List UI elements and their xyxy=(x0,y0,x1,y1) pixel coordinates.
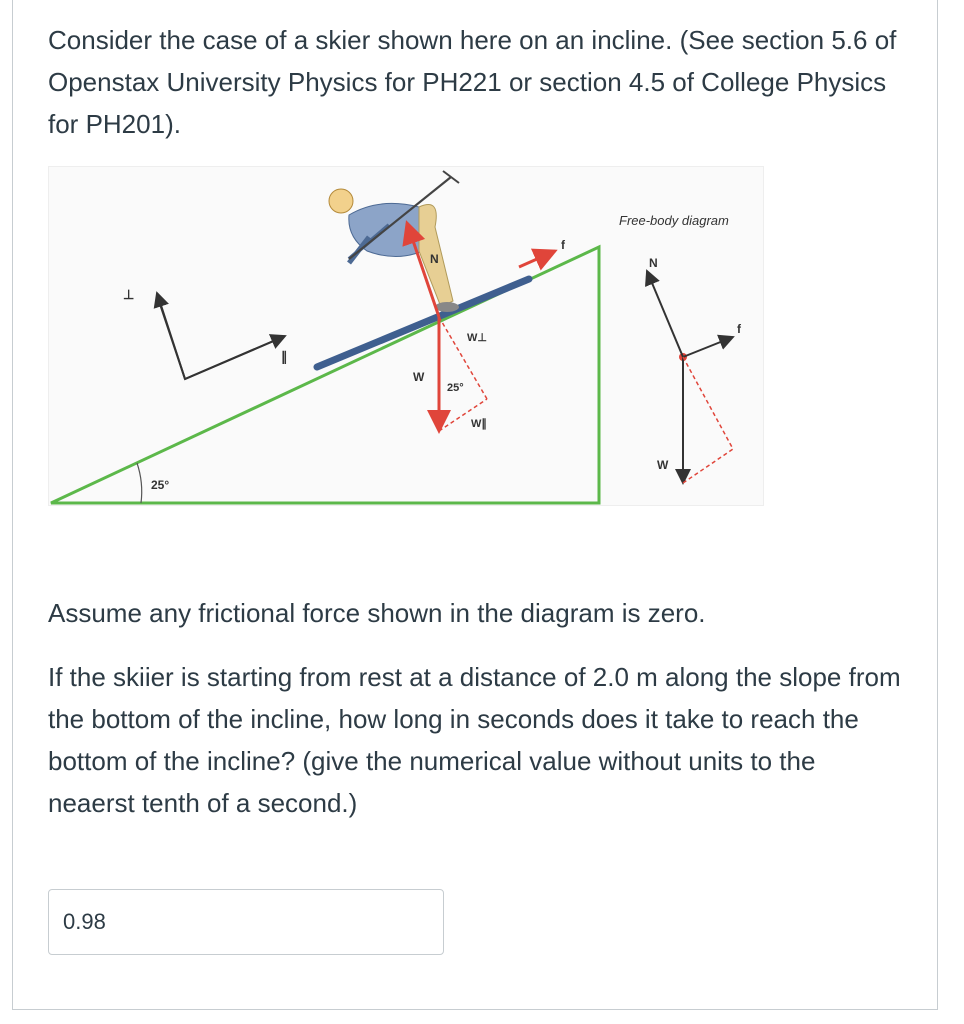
w-par-label: W∥ xyxy=(471,418,487,430)
fbd-normal-label: N xyxy=(649,256,658,270)
fbd-friction-arrow xyxy=(683,337,733,357)
friction-arrow xyxy=(519,251,555,267)
normal-label: N xyxy=(430,252,439,266)
fbd-title: Free-body diagram xyxy=(619,213,729,228)
perp-axis-label: ⊥ xyxy=(123,287,135,302)
skier-incline-figure xyxy=(48,166,764,506)
diagram-svg xyxy=(49,167,765,507)
axes-lines xyxy=(157,295,283,379)
question-intro: Consider the case of a skier shown here on an incline. (See section 5.6 of Openstax University Physics for PH221 or section 4.5 of College Physics for PH201). xyxy=(48,25,897,139)
assumption-text: Assume any frictional force shown in the diagram is zero. xyxy=(48,598,706,628)
incline-angle-arc xyxy=(137,463,142,503)
skier-illustration xyxy=(329,171,459,312)
fbd-friction-label: f xyxy=(737,322,741,336)
w-perp-label: W⊥ xyxy=(467,332,487,344)
incline-angle-label: 25° xyxy=(151,478,170,492)
weight-label: W xyxy=(413,370,425,384)
answer-input[interactable] xyxy=(48,889,444,955)
fbd-normal-arrow xyxy=(647,271,683,357)
ski xyxy=(317,279,529,367)
par-axis-label: ∥ xyxy=(281,349,288,364)
fbd-weight-label: W xyxy=(657,458,669,472)
friction-label: f xyxy=(561,238,565,252)
weight-angle-label: 25° xyxy=(447,382,464,394)
question-prompt: If the skiier is starting from rest at a distance of 2.0 m along the slope from the bottom of the incline, how long in seconds does it take to reach the bottom of the incline? (give the numerical value without units to the neaerst tenth of a second.) xyxy=(48,662,901,818)
